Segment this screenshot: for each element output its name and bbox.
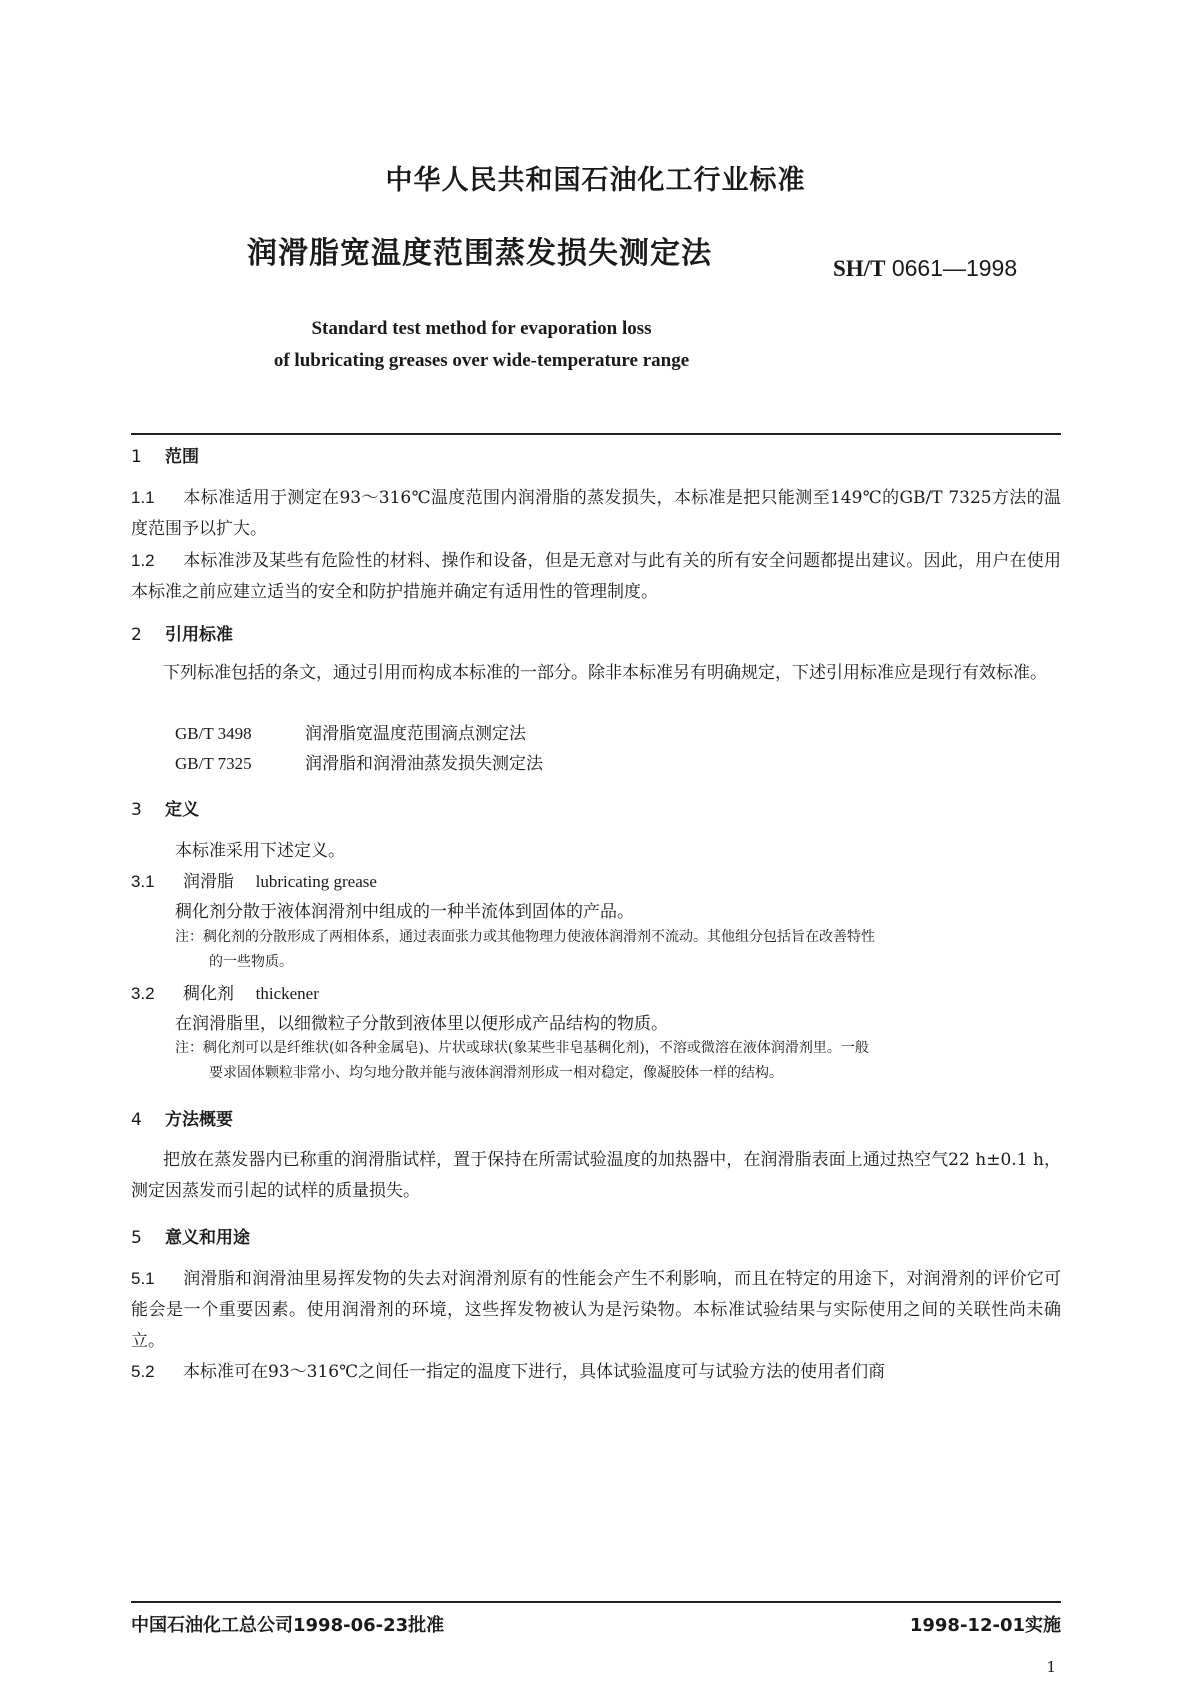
definition-3-1-note-cont: 的一些物质。 <box>209 954 293 970</box>
reference-gb-t-7325: GB/T 7325 润滑脂和润滑油蒸发损失测定法 <box>175 754 543 774</box>
standard-number <box>833 255 1017 282</box>
implementation-date: 1998-12-01实施 <box>909 1615 1061 1636</box>
clause-1-1: 1.1 本标准适用于测定在93～316℃温度范围内润滑脂的蒸发损失，本标准是把只能测至149℃的GB/T 7325方法的温度范围予以扩大。 <box>131 488 1061 539</box>
footer-divider <box>131 1601 1061 1603</box>
clause-5-2: 5.2 本标准可在93～316℃之间任一指定的温度下进行，具体试验温度可与试验方法的使用者们商 <box>131 1362 886 1382</box>
ministry-header: 中华人民共和国石油化工行业标准 <box>385 165 806 196</box>
header-divider <box>131 433 1061 435</box>
standard-prefix: SH/T <box>833 256 886 281</box>
section-3-intro: 本标准采用下述定义。 <box>175 841 345 861</box>
section-1-heading: 1 范围 <box>131 447 199 467</box>
definition-3-2: 3.2 稠化剂 thickener <box>131 984 319 1004</box>
reference-gb-t-3498: GB/T 3498 润滑脂宽温度范围滴点测定法 <box>175 724 526 744</box>
definition-3-1: 3.1 润滑脂 lubricating grease <box>131 872 377 892</box>
definition-3-1-text: 稠化剂分散于液体润滑剂中组成的一种半流体到固体的产品。 <box>175 902 634 922</box>
definition-3-2-note: 注：稠化剂可以是纤维状(如各种金属皂)、片状或球状(象某些非皂基稠化剂)，不溶或微溶在液体润滑剂里。一般 <box>175 1040 869 1056</box>
approval-note: 中国石油化工总公司1998-06-23批准 <box>131 1615 445 1636</box>
section-4-text: 把放在蒸发器内已称重的润滑脂试样，置于保持在所需试验温度的加热器中，在润滑脂表面上通过热空气22 h±0.1 h，测定因蒸发而引起的试样的质量损失。 <box>131 1150 1061 1201</box>
definition-3-2-text: 在润滑脂里，以细微粒子分散到液体里以便形成产品结构的物质。 <box>175 1014 668 1034</box>
section-4-heading: 4 方法概要 <box>131 1110 233 1130</box>
section-5-heading: 5 意义和用途 <box>131 1228 250 1248</box>
section-2-heading: 2 引用标准 <box>131 625 233 645</box>
clause-5-1: 5.1 润滑脂和润滑油里易挥发物的失去对润滑剂原有的性能会产生不利影响，而且在特定的用途下，对润滑剂的评价它可能会是一个重要因素。使用润滑剂的环境，这些挥发物被认为是污染物。本标准试验结果与实际使用之间的关联性尚未确立。 <box>131 1269 1061 1351</box>
definition-3-1-note: 注：稠化剂的分散形成了两相体系，通过表面张力或其他物理力使液体润滑剂不流动。其他组分包括旨在改善特性 <box>175 929 875 945</box>
standard-code: 0661—1998 <box>891 255 1018 281</box>
section-3-heading: 3 定义 <box>131 800 199 820</box>
clause-1-2: 1.2 本标准涉及某些有危险性的材料、操作和设备，但是无意对与此有关的所有安全问题都提出建议。因此，用户在使用本标准之前应建立适当的安全和防护措施并确定有适用性的管理制度。 <box>131 551 1061 602</box>
document-title-en-line2: of lubricating greases over wide-temperature range <box>273 350 690 371</box>
document-title-en-line1: Standard test method for evaporation loss <box>311 318 652 339</box>
page-number: 1 <box>1046 1658 1056 1676</box>
definition-3-2-note-cont: 要求固体颗粒非常小、均匀地分散并能与液体润滑剂形成一相对稳定，像凝胶体一样的结构。 <box>209 1065 783 1081</box>
document-title-cn: 润滑脂宽温度范围蒸发损失测定法 <box>247 236 712 271</box>
section-2-intro: 下列标准包括的条文，通过引用而构成本标准的一部分。除非本标准另有明确规定，下述引用标准应是现行有效标准。 <box>163 663 1047 683</box>
